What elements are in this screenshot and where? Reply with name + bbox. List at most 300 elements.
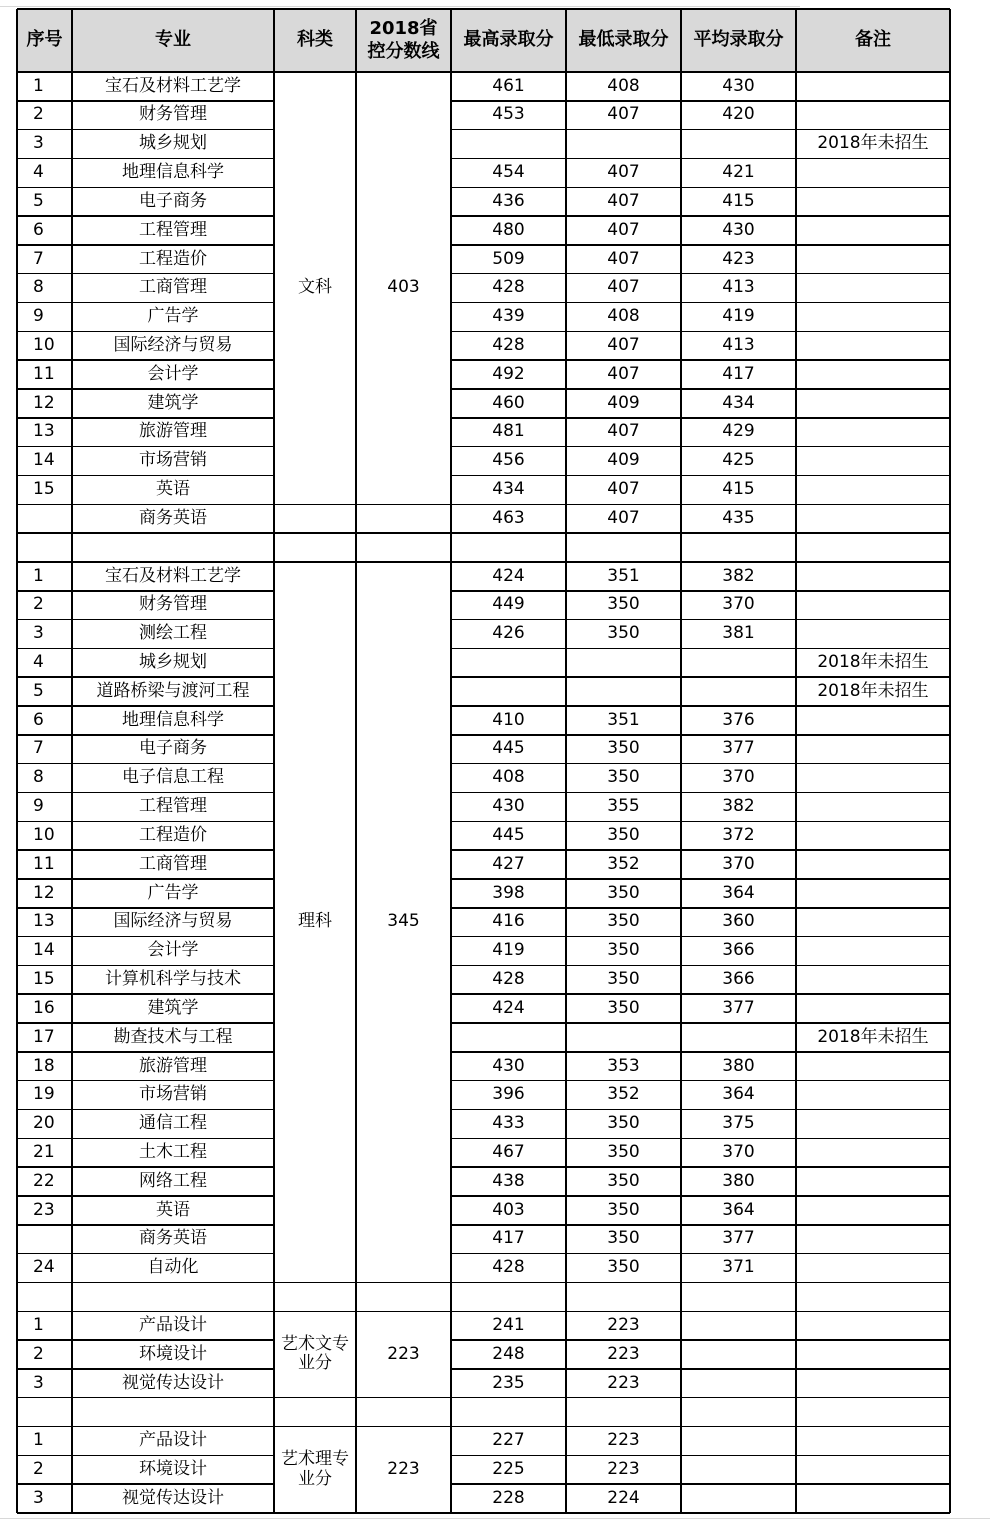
min-score: 407: [607, 507, 640, 528]
remark: [796, 101, 950, 130]
grid-line: [949, 9, 951, 72]
row-number: 16: [33, 997, 55, 1018]
grid-line: [17, 1195, 274, 1197]
avg-score: 382: [722, 796, 755, 817]
avg-score: 364: [722, 882, 755, 903]
row-number: 12: [33, 392, 55, 413]
remark: [796, 1167, 950, 1196]
remark: [796, 908, 950, 937]
major-name: 视觉传达设计: [122, 1372, 224, 1393]
grid-line: [451, 792, 950, 794]
major-name: 城乡规划: [139, 652, 207, 673]
min-score: 407: [607, 190, 640, 211]
row-number: 2: [33, 594, 44, 615]
max-score: 480: [492, 219, 525, 240]
min-score: 223: [607, 1430, 640, 1451]
avg-score: [681, 677, 796, 706]
grid-line: [17, 446, 274, 448]
max-score: 225: [492, 1458, 525, 1479]
min-score: 351: [607, 709, 640, 730]
grid-line: [451, 388, 950, 390]
avg-score: [681, 1427, 796, 1456]
min-score: 350: [607, 997, 640, 1018]
grid-line: [17, 993, 274, 995]
max-score: 408: [492, 767, 525, 788]
avg-score: 377: [722, 997, 755, 1018]
min-score: 223: [607, 1458, 640, 1479]
major-name: 财务管理: [139, 594, 207, 615]
avg-score: 366: [722, 969, 755, 990]
avg-score: 429: [722, 421, 755, 442]
grid-line: [17, 1311, 950, 1313]
grid-line: [451, 100, 950, 102]
major-name: 建筑学: [147, 392, 199, 413]
row-number: 12: [33, 882, 55, 903]
major-name: 会计学: [147, 940, 199, 961]
max-score: 454: [492, 162, 525, 183]
grid-line: [273, 72, 275, 1513]
spacer-row: [17, 533, 950, 562]
grid-line: [451, 1109, 950, 1111]
major-name: 工程造价: [139, 248, 207, 269]
remark: [796, 1427, 950, 1456]
remark: [796, 1225, 950, 1254]
grid-line: [355, 9, 357, 72]
min-score: 407: [607, 104, 640, 125]
row-number: 3: [33, 1372, 44, 1393]
remark: [796, 418, 950, 447]
remark: [796, 1484, 950, 1513]
min-score: 355: [607, 796, 640, 817]
grid-line: [17, 1339, 274, 1341]
remark: [796, 158, 950, 187]
max-score: 467: [492, 1141, 525, 1162]
min-score: 351: [607, 565, 640, 586]
max-score: 396: [492, 1084, 525, 1105]
row-number: 15: [33, 969, 55, 990]
grid-line: [17, 965, 274, 967]
row-number: 2: [33, 1343, 44, 1364]
remark: [796, 1081, 950, 1110]
major-name: 旅游管理: [139, 421, 207, 442]
grid-line: [451, 1455, 950, 1457]
max-score: 398: [492, 882, 525, 903]
category-cell: 艺术理专业分: [281, 1449, 349, 1489]
row-number: 23: [33, 1199, 55, 1220]
row-number: 14: [33, 450, 55, 471]
min-score: 350: [607, 969, 640, 990]
remark: [796, 1110, 950, 1139]
avg-score: 423: [722, 248, 755, 269]
grid-line: [451, 417, 950, 419]
header-no: 序号: [17, 9, 72, 72]
remark: [796, 879, 950, 908]
max-score: 439: [492, 306, 525, 327]
max-score: 430: [492, 1055, 525, 1076]
grid-line: [451, 1195, 950, 1197]
avg-score: 360: [722, 911, 755, 932]
remark: [796, 706, 950, 735]
avg-score: 364: [722, 1199, 755, 1220]
remark: [796, 389, 950, 418]
header-control-line: 2018省控分数线: [356, 9, 451, 72]
grid-line: [71, 72, 73, 1513]
grid-line: [451, 1224, 950, 1226]
row-number: 4: [33, 652, 44, 673]
remark: [796, 965, 950, 994]
grid-line: [71, 9, 73, 72]
grid-line: [17, 619, 274, 621]
max-score: [451, 130, 566, 159]
max-score: 417: [492, 1228, 525, 1249]
grid-line: [17, 936, 274, 938]
avg-score: 377: [722, 738, 755, 759]
major-name: 产品设计: [139, 1314, 207, 1335]
control-line-cell: 223: [387, 1343, 420, 1364]
grid-line: [17, 676, 274, 678]
min-score: 352: [607, 1084, 640, 1105]
major-name: 工程管理: [139, 796, 207, 817]
major-name: 广告学: [147, 882, 199, 903]
min-score: 350: [607, 882, 640, 903]
grid-line: [451, 734, 950, 736]
grid-line: [451, 1051, 950, 1053]
max-score: 426: [492, 623, 525, 644]
major-name: 电子信息工程: [122, 767, 224, 788]
min-score: 407: [607, 335, 640, 355]
grid-line: [17, 158, 274, 160]
major-name: 电子商务: [139, 738, 207, 759]
grid-line: [17, 359, 274, 361]
row-number: 7: [33, 738, 44, 759]
grid-line: [17, 1166, 274, 1168]
remark: [796, 72, 950, 101]
min-score: 223: [607, 1372, 640, 1393]
grid-line: [17, 388, 274, 390]
row-number: 5: [33, 190, 44, 211]
row-number: 11: [33, 363, 55, 384]
grid-line: [17, 1483, 274, 1485]
min-score: 353: [607, 1055, 640, 1076]
avg-score: 382: [722, 565, 755, 586]
remark: 2018年未招生: [817, 1026, 929, 1047]
major-name: 建筑学: [147, 997, 199, 1018]
remark: [796, 187, 950, 216]
major-name: 环境设计: [139, 1343, 207, 1364]
avg-score: [681, 1340, 796, 1369]
avg-score: 380: [722, 1170, 755, 1191]
row-number: 3: [33, 1487, 44, 1508]
grid-line: [17, 100, 274, 102]
grid-line: [451, 302, 950, 304]
max-score: 428: [492, 1257, 525, 1278]
row-number: 14: [33, 940, 55, 961]
remark: [796, 850, 950, 879]
max-score: 428: [492, 969, 525, 990]
max-score: [451, 648, 566, 677]
avg-score: 421: [722, 162, 755, 183]
max-score: 463: [492, 507, 525, 528]
min-score: 223: [607, 1343, 640, 1364]
remark: [796, 821, 950, 850]
grid-line: [451, 331, 950, 333]
min-score: [566, 130, 681, 159]
grid-line: [451, 763, 950, 765]
grid-line: [17, 561, 950, 563]
avg-score: [681, 130, 796, 159]
min-score: 408: [607, 306, 640, 327]
row-number: 4: [33, 162, 44, 183]
control-line-cell: 403: [387, 277, 420, 298]
avg-score: [681, 1023, 796, 1052]
spacer-row: [17, 1282, 950, 1311]
min-score: 224: [607, 1487, 640, 1508]
avg-score: 417: [722, 363, 755, 384]
grid-line: [17, 71, 950, 73]
max-score: 228: [492, 1487, 525, 1508]
max-score: 436: [492, 190, 525, 211]
sheet-gridline: [0, 1518, 990, 1519]
remark: 2018年未招生: [817, 652, 929, 673]
grid-line: [795, 9, 797, 72]
grid-line: [451, 590, 950, 592]
major-name: 地理信息科学: [122, 709, 224, 730]
grid-line: [17, 821, 274, 823]
grid-line: [451, 936, 950, 938]
major-name: 测绘工程: [139, 623, 207, 644]
row-number: 7: [33, 248, 44, 269]
grid-line: [17, 1368, 274, 1370]
min-score: 352: [607, 853, 640, 874]
avg-score: 370: [722, 767, 755, 788]
max-score: 434: [492, 479, 525, 500]
major-name: 工商管理: [139, 277, 207, 298]
header-major: 专业: [72, 9, 274, 72]
remark: [796, 764, 950, 793]
remark: [796, 1196, 950, 1225]
row-number: 9: [33, 306, 44, 327]
grid-line: [451, 1368, 950, 1370]
avg-score: 430: [722, 75, 755, 96]
remark: [796, 216, 950, 245]
grid-line: [17, 1022, 274, 1024]
min-score: [566, 648, 681, 677]
grid-line: [17, 1512, 950, 1515]
avg-score: [681, 1455, 796, 1484]
header-avg: 平均录取分: [681, 9, 796, 72]
major-name: 英语: [156, 1199, 190, 1220]
max-score: 428: [492, 277, 525, 298]
avg-score: 380: [722, 1055, 755, 1076]
remark: [796, 447, 950, 476]
max-score: [451, 1023, 566, 1052]
remark: [796, 591, 950, 620]
min-score: 350: [607, 1170, 640, 1191]
grid-line: [451, 676, 950, 678]
grid-line: [17, 1455, 274, 1457]
major-name: 网络工程: [139, 1170, 207, 1191]
grid-line: [17, 302, 274, 304]
max-score: 430: [492, 796, 525, 817]
remark: [796, 1340, 950, 1369]
max-score: 424: [492, 997, 525, 1018]
grid-line: [17, 1051, 274, 1053]
row-number: 13: [33, 911, 55, 932]
min-score: 350: [607, 1199, 640, 1220]
grid-line: [17, 273, 274, 275]
avg-score: 434: [722, 392, 755, 413]
grid-line: [17, 878, 274, 880]
min-score: [566, 1023, 681, 1052]
max-score: 481: [492, 421, 525, 442]
grid-line: [680, 9, 682, 72]
remark: [796, 475, 950, 504]
grid-line: [949, 72, 952, 1513]
max-score: 460: [492, 392, 525, 413]
row-number: 19: [33, 1084, 55, 1105]
major-name: 电子商务: [139, 190, 207, 211]
grid-line: [450, 9, 452, 72]
grid-line: [16, 72, 19, 1513]
grid-line: [17, 1224, 274, 1226]
major-name: 市场营销: [139, 1084, 207, 1105]
row-number: 8: [33, 767, 44, 788]
max-score: 410: [492, 709, 525, 730]
grid-line: [451, 821, 950, 823]
max-score: 427: [492, 853, 525, 874]
major-name: 宝石及材料工艺学: [105, 75, 241, 96]
major-name: 会计学: [147, 363, 199, 384]
grid-line: [450, 72, 452, 1513]
major-name: 地理信息科学: [122, 162, 224, 183]
remark: [796, 360, 950, 389]
grid-line: [16, 9, 18, 72]
max-score: 492: [492, 363, 525, 384]
avg-score: 381: [722, 623, 755, 644]
major-name: 视觉传达设计: [122, 1487, 224, 1508]
grid-line: [451, 878, 950, 880]
avg-score: 375: [722, 1113, 755, 1134]
grid-line: [680, 72, 682, 1513]
min-score: 350: [607, 1228, 640, 1249]
row-number: 6: [33, 709, 44, 730]
avg-score: 364: [722, 1084, 755, 1105]
grid-line: [451, 993, 950, 995]
row-number: 13: [33, 421, 55, 442]
avg-score: [681, 1369, 796, 1398]
row-number: 15: [33, 479, 55, 500]
grid-line: [451, 1483, 950, 1485]
grid-line: [451, 446, 950, 448]
min-score: 223: [607, 1314, 640, 1335]
avg-score: 430: [722, 219, 755, 240]
grid-line: [17, 763, 274, 765]
max-score: 449: [492, 594, 525, 615]
major-name: 国际经济与贸易: [113, 911, 233, 932]
grid-line: [451, 1166, 950, 1168]
major-name: 英语: [156, 479, 190, 500]
grid-line: [17, 129, 274, 131]
header-category: 科类: [274, 9, 356, 72]
row-number: 10: [33, 335, 55, 355]
row-number: 22: [33, 1170, 55, 1191]
grid-line: [795, 72, 797, 1513]
avg-score: 413: [722, 335, 755, 355]
row-number: 21: [33, 1141, 55, 1162]
min-score: 407: [607, 162, 640, 183]
remark: 2018年未招生: [817, 680, 929, 701]
major-name: 国际经济与贸易: [113, 335, 233, 355]
row-number: 3: [33, 623, 44, 644]
row-number: [17, 504, 72, 533]
grid-line: [451, 158, 950, 160]
min-score: 407: [607, 219, 640, 240]
category-cell: 理科: [298, 911, 332, 932]
min-score: 350: [607, 1257, 640, 1278]
row-number: 1: [33, 565, 44, 586]
grid-line: [451, 1253, 950, 1255]
max-score: 248: [492, 1343, 525, 1364]
min-score: 407: [607, 421, 640, 442]
remark: [796, 303, 950, 332]
major-name: 产品设计: [139, 1430, 207, 1451]
max-score: 416: [492, 911, 525, 932]
grid-line: [451, 1138, 950, 1140]
min-score: [566, 677, 681, 706]
row-number: 2: [33, 1458, 44, 1479]
max-score: 445: [492, 824, 525, 845]
min-score: 350: [607, 767, 640, 788]
major-name: 广告学: [147, 306, 199, 327]
grid-line: [17, 907, 274, 909]
row-number: 11: [33, 853, 55, 874]
grid-line: [17, 8, 950, 11]
row-number: 9: [33, 796, 44, 817]
avg-score: 415: [722, 190, 755, 211]
max-score: 235: [492, 1372, 525, 1393]
grid-line: [451, 648, 950, 650]
category-cell: 文科: [298, 277, 332, 298]
major-name: 商务英语: [139, 507, 207, 528]
remark: [796, 1369, 950, 1398]
remark: [796, 937, 950, 966]
min-score: 409: [607, 392, 640, 413]
remark: 2018年未招生: [817, 133, 929, 154]
avg-score: 366: [722, 940, 755, 961]
grid-line: [17, 792, 274, 794]
max-score: 438: [492, 1170, 525, 1191]
remark: [796, 1455, 950, 1484]
max-score: 445: [492, 738, 525, 759]
grid-line: [17, 705, 274, 707]
min-score: 350: [607, 594, 640, 615]
row-number: 18: [33, 1055, 55, 1076]
max-score: 509: [492, 248, 525, 269]
header-min: 最低录取分: [566, 9, 681, 72]
major-name: 土木工程: [139, 1141, 207, 1162]
grid-line: [355, 72, 357, 1513]
grid-line: [451, 273, 950, 275]
major-name: 市场营销: [139, 450, 207, 471]
max-score: 241: [492, 1314, 525, 1335]
grid-line: [273, 9, 275, 72]
grid-line: [451, 1339, 950, 1341]
grid-line: [17, 1109, 274, 1111]
major-name: 工程管理: [139, 219, 207, 240]
grid-line: [17, 648, 274, 650]
spacer-row: [17, 1398, 950, 1427]
min-score: 407: [607, 248, 640, 269]
